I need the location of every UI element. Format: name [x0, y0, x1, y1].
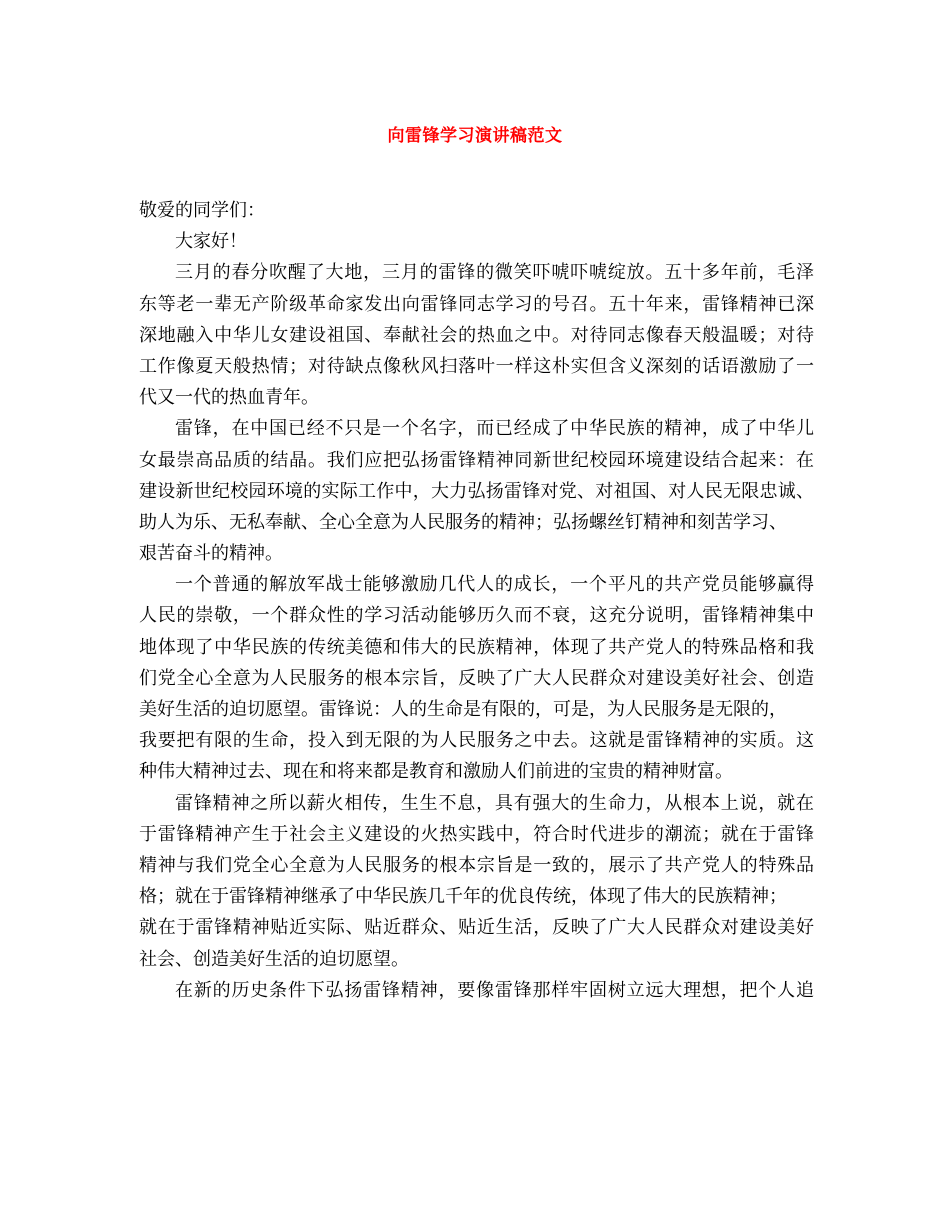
text-line: 格；就在于雷锋精神继承了中华民族几千年的优良传统，体现了伟大的民族精神；	[139, 886, 787, 908]
text-line: 大家好！	[175, 231, 247, 253]
text-line: 在新的历史条件下弘扬雷锋精神，要像雷锋那样牢固树立远大理想，把个人追	[175, 979, 814, 1001]
text-line: 建设新世纪校园环境的实际工作中，大力弘扬雷锋对党、对祖国、对人民无限忠诚、	[139, 480, 814, 502]
document-body	[139, 195, 814, 1006]
text-line: 于雷锋精神产生于社会主义建设的火热实践中，符合时代进步的潮流；就在于雷锋	[139, 823, 814, 845]
text-line: 我要把有限的生命，投入到无限的为人民服务之中去。这就是雷锋精神的实质。这	[139, 730, 814, 752]
text-line: 女最崇高品质的结晶。我们应把弘扬雷锋精神同新世纪校园环境建设结合起来：在	[139, 449, 814, 471]
text-line: 深地融入中华儿女建设祖国、奉献社会的热血之中。对待同志像春天般温暖；对待	[139, 324, 814, 346]
text-line: 代又一代的热血青年。	[139, 387, 319, 409]
text-line: 艰苦奋斗的精神。	[139, 543, 283, 565]
text-line: 东等老一辈无产阶级革命家发出向雷锋同志学习的号召。五十年来，雷锋精神已深	[139, 293, 814, 315]
text-line: 们党全心全意为人民服务的根本宗旨，反映了广大人民群众对建设美好社会、创造	[139, 667, 814, 689]
text-line: 雷锋，在中国已经不只是一个名字，而已经成了中华民族的精神，成了中华儿	[175, 418, 814, 440]
text-line: 美好生活的迫切愿望。雷锋说：人的生命是有限的，可是，为人民服务是无限的，	[139, 699, 787, 720]
text-line: 三月的春分吹醒了大地，三月的雷锋的微笑吓唬吓唬绽放。五十多年前，毛泽	[175, 262, 814, 284]
text-line: 助人为乐、无私奉献、全心全意为人民服务的精神；弘扬螺丝钉精神和刻苦学习、	[139, 511, 787, 533]
text-line: 人民的崇敬，一个群众性的学习活动能够历久而不衰，这充分说明，雷锋精神集中	[139, 605, 814, 627]
text-line: 精神与我们党全心全意为人民服务的根本宗旨是一致的，展示了共产党人的特殊品	[139, 854, 814, 876]
text-line: 地体现了中华民族的传统美德和伟大的民族精神，体现了共产党人的特殊品格和我	[139, 636, 814, 658]
text-line: 就在于雷锋精神贴近实际、贴近群众、贴近生活，反映了广大人民群众对建设美好	[139, 917, 814, 939]
document-title: 向雷锋学习演讲稿范文	[387, 126, 563, 146]
text-line: 种伟大精神过去、现在和将来都是教育和激励人们前进的宝贵的精神财富。	[139, 761, 733, 783]
text-line: 社会、创造美好生活的迫切愿望。	[139, 948, 409, 970]
text-line: 一个普通的解放军战士能够激励几代人的成长，一个平凡的共产党员能够赢得	[175, 574, 814, 596]
text-line: 雷锋精神之所以薪火相传，生生不息，具有强大的生命力，从根本上说，就在	[175, 792, 814, 814]
text-line: 敬爱的同学们：	[139, 200, 265, 221]
text-line: 工作像夏天般热情；对待缺点像秋风扫落叶一样这朴实但含义深刻的话语激励了一	[139, 355, 814, 377]
